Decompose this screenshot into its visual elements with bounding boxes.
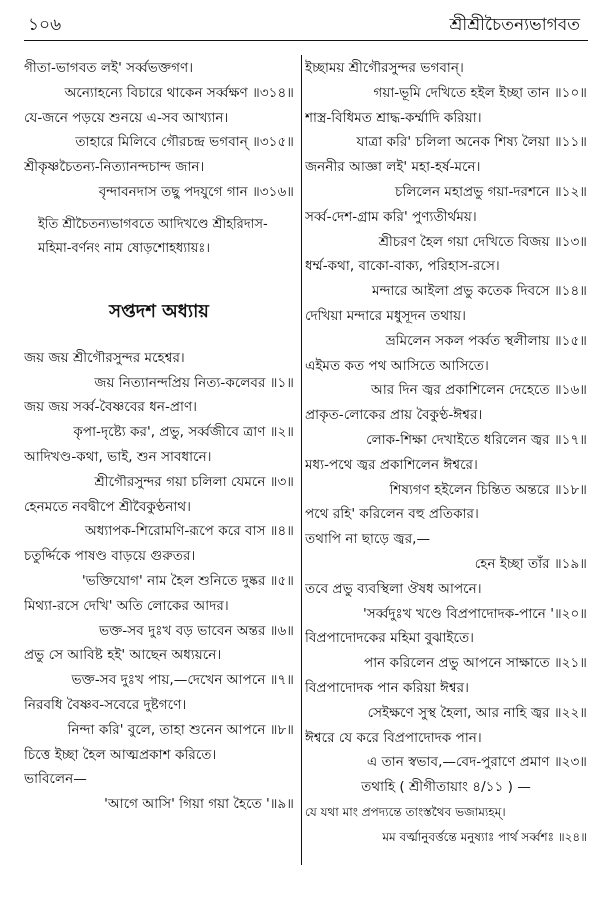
verse-line: মধ্য-পথে জ্বর প্রকাশিলেন ঈশ্বরে।: [305, 456, 478, 473]
verse-line: বিপ্রপাদোদকের মহিমা বুঝাইতে।: [305, 630, 475, 647]
verse-line: অধ্যাপক-শিরোমণি-রূপে করে বাস ॥৪॥: [85, 523, 294, 540]
verse-line: প্রাকৃত-লোকের প্রায় বৈকুণ্ঠ-ঈশ্বর।: [305, 407, 483, 424]
verse-line: 'আগে আসি' গিয়া গয়া হৈতে '॥৯॥: [104, 796, 294, 813]
verse-line: এ তান স্বভাব,—বেদ-পুরাণে প্রমাণ ॥২৩॥: [366, 754, 587, 771]
verse-line: এইমত কত পথ আসিতে আসিতে।: [305, 357, 489, 374]
verse-line: শ্রীকৃষ্ণচৈতন্য-নিত্যানন্দচান্দ জান।: [24, 159, 205, 176]
page-header: [0, 0, 600, 44]
verse-line: ভক্ত-সব দুঃখ পায়,—দেখেন আপনে ॥৭॥: [71, 672, 294, 689]
verse-line: যাত্রা করি' চলিলা অনেক শিষ্য লৈয়া ॥১১॥: [356, 134, 587, 151]
verse-line: হেনমতে নবদ্বীপে শ্রীবৈকুণ্ঠনাথ।: [24, 498, 192, 515]
verse-line: জয় জয় সর্ব্ব-বৈষ্ণবের ধন-প্রাণ।: [24, 399, 198, 416]
verse-line: সর্ব্ব-দেশ-গ্রাম করি' পুণ্যতীর্থময়।: [305, 208, 477, 225]
chapter-colophon: ইতি শ্রীচৈতন্যভাগবতে আদিখণ্ডে শ্রীহরিদাস-মহিমা-বর্ণনং নাম ষোড়শোহধ্যায়ঃ।: [38, 216, 268, 256]
verse-line: শাস্ত্র-বিধিমত শ্রাদ্ধ-কর্ম্মাদি করিয়া।: [305, 109, 482, 126]
verse-line: জননীর আজ্ঞা লই' মহা-হর্ষ-মনে।: [305, 159, 481, 176]
right-column: [305, 56, 587, 850]
verse-line: 'সর্ব্বদুঃখ খণ্ডে বিপ্রপাদোদক-পানে '॥২০॥: [363, 605, 587, 622]
verse-line: শিষ্যগণ হইলেন চিন্তিত অন্তরে ॥১৮॥: [389, 481, 587, 498]
verse-line: লোক-শিক্ষা দেখাইতে ধরিলেন জ্বর ॥১৭॥: [366, 431, 587, 448]
verse-line: হেন ইচ্ছা তাঁর ॥১৯॥: [474, 555, 587, 572]
verse-line: ভক্ত-সব দুঃখ বড় ভাবেন অন্তর ॥৬॥: [98, 622, 294, 639]
header-rule: [24, 40, 588, 41]
verse-line: মন্দারে আইলা প্রভু কতেক দিবসে ॥১৪॥: [372, 283, 587, 300]
verse-line: গীতা-ভাগবত লই' সর্ব্বভক্তগণ।: [24, 60, 194, 76]
verse-line: দেখিয়া মন্দারে মধুসূদন তথায়।: [305, 307, 466, 324]
running-title: শ্রীশ্রীচৈতন্যভাগবত: [449, 15, 580, 35]
verse-line: ধর্ম্ম-কথা, বাকো-বাক্য, পরিহাস-রসে।: [305, 258, 500, 275]
column-divider: [301, 55, 302, 865]
verse-line: চিত্তে ইচ্ছা হৈল আত্মপ্রকাশ করিতে।: [24, 746, 217, 763]
verse-line: পান করিলেন প্রভু আপনে সাক্ষাতে ॥২১॥: [364, 655, 587, 672]
verse-line: যে-জনে পড়য়ে শুনয়ে এ-সব আখ্যান।: [24, 109, 229, 126]
verse-line: মিথ্যা-রসে দেখি' অতি লোকের আদর।: [24, 597, 229, 614]
verse-line: আর দিন জ্বর প্রকাশিলেন দেহেতে ॥১৬॥: [370, 382, 587, 399]
left-column: [24, 56, 294, 817]
scripture-citation: তথাহি ( শ্রীগীতায়াং ৪/১১ ) —: [361, 779, 531, 796]
verse-line: অন্যোহন্যে বিচারে থাকেন সর্ব্বক্ষণ ॥৩১৪॥: [64, 84, 294, 101]
verse-line: নিন্দা করি' বুলে, তাহা শুনেন আপনে ॥৮॥: [67, 721, 294, 738]
verse-line: কৃপা-দৃষ্ট্যে কর', প্রভু, সর্ব্বজীবে ত্রাণ ॥২॥: [73, 424, 294, 441]
verse-line: প্রভু সে আবিষ্ট হই' আছেন অধ্যয়নে।: [24, 647, 222, 664]
verse-line: গয়া-ভূমি দেখিতে হইল ইচ্ছা তান ॥১০॥: [373, 84, 587, 101]
verse-line: চলিলেন মহাপ্রভু গয়া-দরশনে ॥১২॥: [395, 183, 587, 200]
verse-line: পথে রহি' করিলেন বহু প্রতিকার।: [305, 506, 479, 523]
verse-line: সেইক্ষণে সুস্থ হৈলা, আর নাহি জ্বর ॥২২॥: [367, 704, 587, 721]
verse-line: বৃন্দাবনদাস তছু পদযুগে গান ॥৩১৬॥: [98, 183, 294, 200]
verse-line: শ্রীচরণ হৈল গয়া দেখিতে বিজয় ॥১৩॥: [378, 233, 587, 250]
verse-line: আদিখণ্ড-কথা, ভাই, শুন সাবধানে।: [24, 448, 212, 465]
verse-line: ইচ্ছাময় শ্রীগৌরসুন্দর ভগবান্।: [305, 60, 464, 76]
verse-line: ভ্রমিলেন সকল পর্ব্বত স্থলীলায় ॥১৫॥: [385, 332, 587, 349]
verse-line: তাহারে মিলিবে গৌরচন্দ্র ভগবান্ ॥৩১৫॥: [75, 134, 294, 151]
sanskrit-sloka-line: মম বর্ত্মানুবর্ত্তন্তে মনুষ্যাঃ পার্থ সর্ব্বশঃ ॥২৪॥: [382, 829, 587, 844]
page-number: ১০৬: [28, 15, 62, 35]
sanskrit-sloka-line: যে যথা মাং প্রপদ্যন্তে তাংস্তথৈব ভজাম্যহম্।: [305, 804, 506, 819]
chapter-heading: সপ্তদশ অধ্যায়: [109, 300, 209, 322]
verse-line: নিরবধি বৈষ্ণব-সবেরে দুষ্টগণে।: [24, 696, 187, 713]
verse-line: ভাবিলেন—: [24, 771, 87, 788]
verse-line: ঈশ্বরে যে করে বিপ্রপাদোদক পান।: [305, 729, 482, 746]
verse-line: বিপ্রপাদোদক পান করিয়া ঈশ্বর।: [305, 679, 470, 696]
verse-line: জয় নিত্যানন্দপ্রিয় নিত্য-কলেবর ॥১॥: [94, 374, 294, 391]
verse-line: 'ভক্তিযোগ' নাম হৈল শুনিতে দুষ্কর ॥৫॥: [81, 572, 294, 589]
verse-line: শ্রীগৌরসুন্দর গয়া চলিলা যেমনে ॥৩॥: [94, 473, 294, 490]
verse-line: তবে প্রভু ব্যবস্থিলা ঔষধ আপনে।: [305, 580, 482, 597]
verse-line: চতুর্দ্দিকে পাষণ্ড বাড়য়ে গুরুতর।: [24, 548, 196, 565]
verse-line: জয় জয় শ্রীগৌরসুন্দর মহেশ্বর।: [24, 349, 185, 366]
verse-line: তথাপি না ছাড়ে জ্বর,—: [305, 531, 431, 548]
